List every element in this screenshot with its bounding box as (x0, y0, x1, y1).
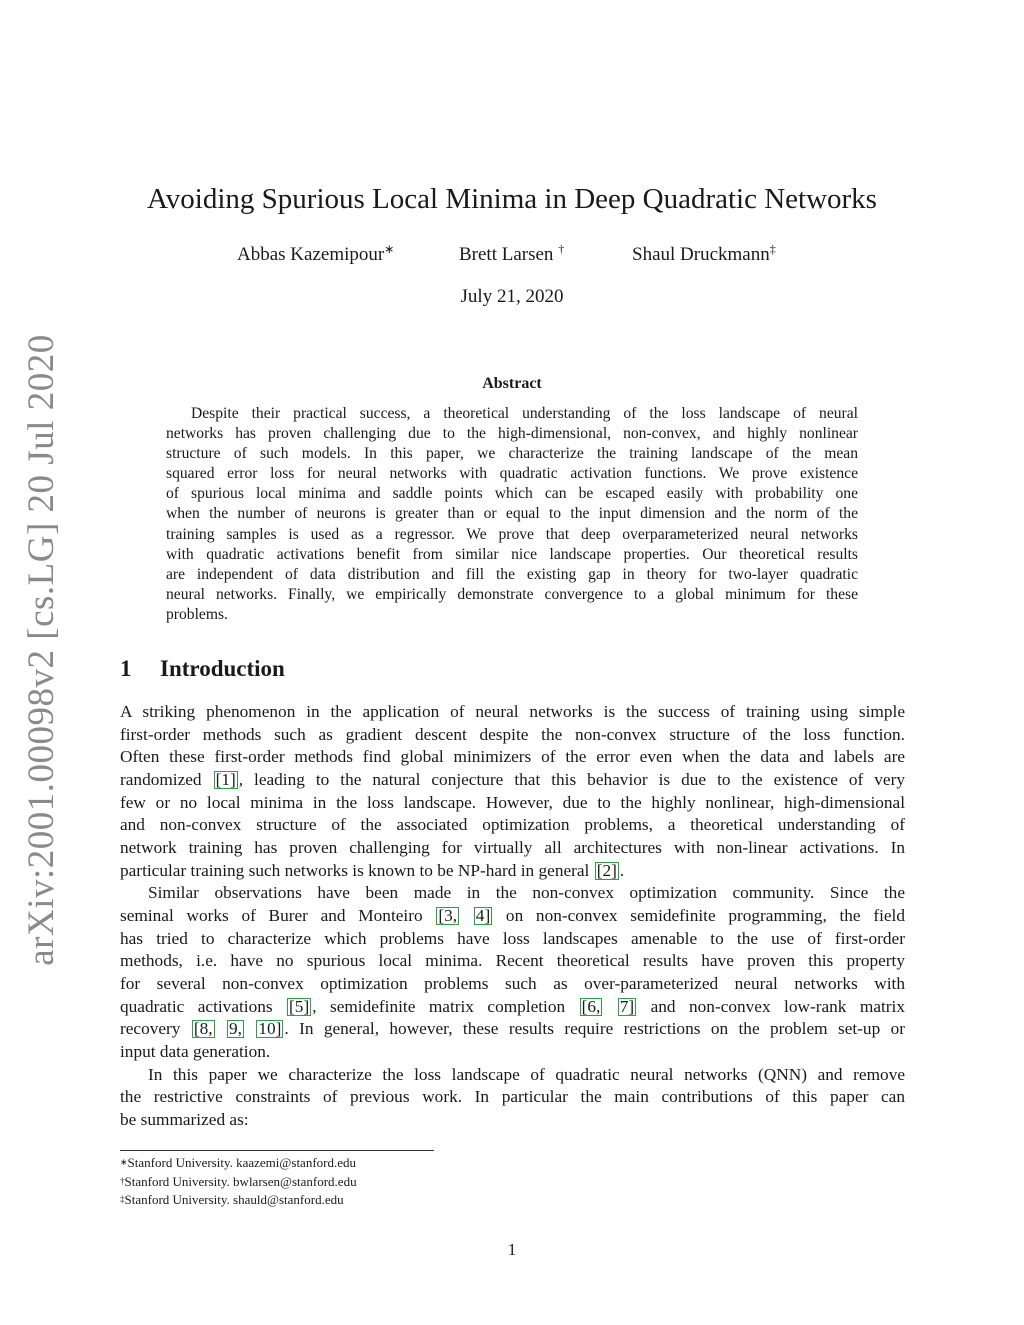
text-run: recovery (120, 1019, 191, 1039)
citation-link[interactable]: 7] (619, 996, 635, 1016)
body-line: few or no local minima in the loss landscape. However, due to the highly nonlinear, high-dimensional (120, 792, 905, 812)
intro-body (120, 701, 905, 1131)
author-name: Abbas Kazemipour (237, 244, 385, 265)
footnote (120, 1191, 357, 1210)
text-run: particular training such networks is known to be NP-hard in general (120, 860, 594, 880)
author-name: Brett Larsen (459, 244, 554, 265)
body-line: for several non-convex optimization problems such as over-parameterized neural networks with (120, 973, 905, 993)
body-line: first-order methods such as gradient descent despite the non-convex structure of the loss function. (120, 724, 905, 744)
abstract-line: of spurious local minima and saddle points which can be escaped easily with probability one (166, 485, 858, 503)
citation-link[interactable]: 4] (475, 905, 491, 925)
abstract-line: training samples is used as a regressor. We prove that deep overparameterized neural networks (166, 525, 858, 543)
abstract-line: problems. (166, 605, 228, 623)
body-line (120, 860, 905, 883)
footnote-rule (120, 1150, 434, 1151)
citation-link[interactable]: [8, (193, 1019, 213, 1039)
author-2 (459, 244, 564, 266)
citation-link[interactable]: [2] (596, 860, 617, 880)
abstract-heading: Abstract (482, 375, 542, 392)
author-1 (237, 244, 394, 266)
footnote (120, 1173, 357, 1192)
citation-link[interactable]: 10] (258, 1019, 282, 1039)
abstract-line: are independent of data distribution and fill the existing gap in theory for two-layer quadratic (166, 565, 858, 583)
body-line: network training has proven challenging for virtually all architectures with non-linear activations. In (120, 837, 905, 857)
body-line: the restrictive constraints of previous work. In particular the main contributions of this paper can (120, 1087, 905, 1107)
body-line: methods, i.e. have no spurious local minima. Recent theoretical results have proven this property (120, 951, 905, 971)
text-run: . (619, 860, 625, 880)
abstract-line: structure of such models. In this paper, we characterize the training landscape of the mean (166, 445, 858, 463)
section-title: Introduction (160, 656, 285, 681)
body-line (120, 769, 905, 792)
text-run: quadratic activations (120, 996, 287, 1016)
abstract-body (166, 404, 858, 625)
footnote-text: Stanford University. bwlarsen@stanford.edu (124, 1173, 357, 1189)
citation-link[interactable]: [6, (581, 996, 601, 1016)
abstract-line: neural networks. Finally, we empirically demonstrate convergence to a global minimum for these (166, 585, 858, 603)
paper-date: July 21, 2020 (460, 286, 564, 307)
abstract-line: squared error loss for neural networks with quadratic activation functions. We prove existence (166, 465, 858, 483)
body-line: and non-convex structure of the associated optimization problems, a theoretical understanding of (120, 815, 905, 835)
footnote-text: Stanford University. kaazemi@stanford.edu (127, 1155, 356, 1170)
section-number: 1 (120, 656, 132, 681)
text-run: . In general, however, these results require restrictions on the problem set-up or (284, 1019, 905, 1039)
body-line: has tried to characterize which problems have loss landscapes amenable to the use of first-order (120, 928, 905, 948)
paper-title: Avoiding Spurious Local Minima in Deep Quadratic Networks (147, 183, 877, 215)
body-line: In this paper we characterize the loss landscape of quadratic neural networks (QNN) and remove (148, 1064, 905, 1084)
footnote-mark: ‡ (120, 1194, 125, 1204)
citation-link[interactable]: [3, (438, 905, 458, 925)
author-mark: ‡ (769, 242, 776, 256)
citation-link[interactable]: [1] (215, 769, 236, 789)
page-number: 1 (507, 1240, 517, 1259)
text-run: randomized (120, 769, 213, 789)
body-line: input data generation. (120, 1041, 271, 1061)
author-mark: † (558, 242, 565, 256)
abstract-line: with quadratic activations benefit from similar nice landscape properties. Our theoretical results (166, 545, 858, 563)
footnote-mark: † (120, 1175, 125, 1186)
footnote-mark: ∗ (120, 1157, 128, 1167)
author-name: Shaul Druckmann (632, 244, 770, 265)
body-line (120, 996, 905, 1019)
text-run: seminal works of Burer and Monteiro (120, 905, 436, 925)
text-run: on non-convex semidefinite programming, the field (493, 905, 905, 925)
citation-link[interactable]: [5] (289, 996, 310, 1016)
abstract-line: networks has proven challenging due to the high-dimensional, non-convex, and highly nonlinear (166, 425, 858, 443)
body-line: Often these first-order methods find global minimizers of the error even when the data and labels are (120, 747, 905, 767)
arxiv-stamp-text: arXiv:2001.00098v2 [cs.LG] 20 Jul 2020 (21, 334, 62, 966)
body-line: be summarized as: (120, 1109, 249, 1129)
footnotes (120, 1154, 357, 1210)
abstract-line: Despite their practical success, a theoretical understanding of the loss landscape of neural (191, 405, 858, 422)
body-line (120, 905, 905, 928)
citation-link[interactable]: 9, (228, 1019, 242, 1039)
footnote-text: Stanford University. shauld@stanford.edu (124, 1192, 344, 1207)
text-run: , leading to the natural conjecture that this behavior is due to the existence of very (238, 769, 905, 789)
author-3 (632, 244, 776, 266)
footnote (120, 1154, 357, 1173)
text-run: , semidefinite matrix completion (312, 996, 579, 1016)
body-line: Similar observations have been made in the non-convex optimization community. Since the (148, 883, 905, 903)
body-line: A striking phenomenon in the application of neural networks is the success of training using simple (120, 702, 905, 721)
section-heading (120, 656, 285, 682)
author-mark: ∗ (384, 242, 395, 256)
abstract-line: when the number of neurons is greater than or equal to the input dimension and the norm of the (166, 505, 858, 523)
body-line (120, 1018, 905, 1041)
text-run: and non-convex low-rank matrix (637, 996, 905, 1016)
